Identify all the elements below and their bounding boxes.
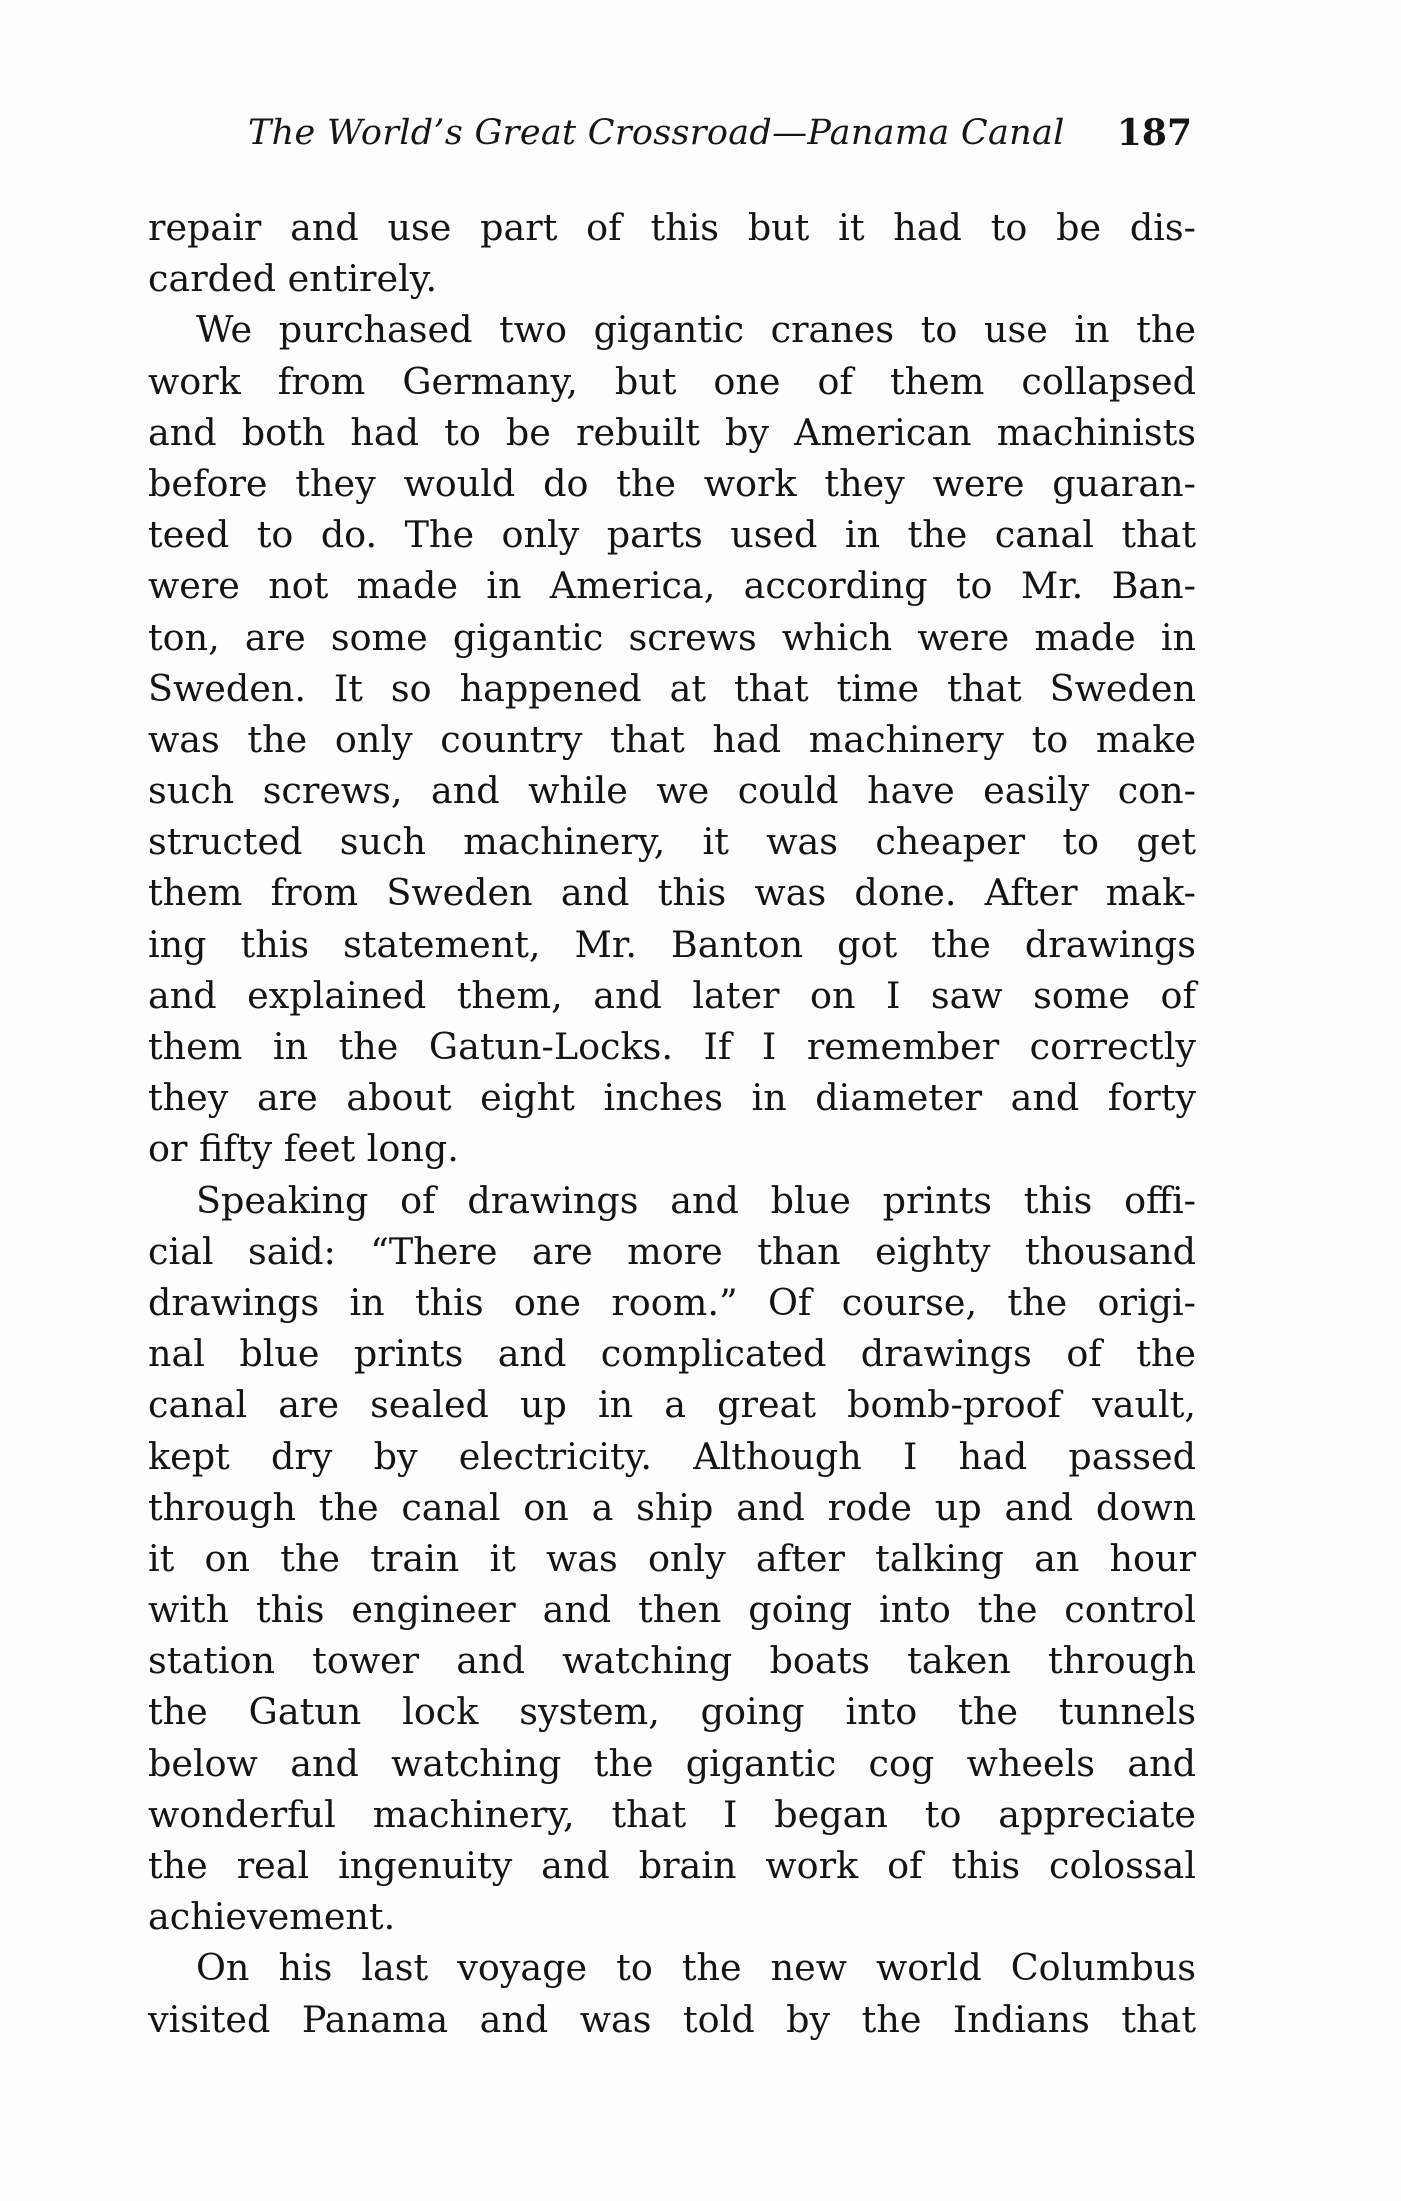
- text-line: through the canal on a ship and rode up and down: [148, 1485, 1196, 1529]
- text-line: such screws, and while we could have easily con-: [148, 769, 1196, 813]
- text-line: teed to do. The only parts used in the canal that: [148, 513, 1196, 557]
- text-line: and explained them, and later on I saw some of: [148, 973, 1196, 1017]
- text-line: wonderful machinery, that I began to appreciate: [148, 1792, 1196, 1836]
- text-line: it on the train it was only after talking an hour: [148, 1536, 1196, 1580]
- text-line: kept dry by electricity. Although I had passed: [148, 1434, 1196, 1478]
- paragraph: [148, 202, 1196, 304]
- text-line: drawings in this one room.” Of course, the origi-: [148, 1280, 1196, 1324]
- paragraph: [148, 1175, 1196, 1943]
- text-line: or fifty feet long.: [148, 1127, 459, 1171]
- text-line: visited Panama and was told by the Indians that: [148, 1997, 1196, 2041]
- text-line: was the only country that had machinery to make: [148, 717, 1196, 761]
- text-line: before they would do the work they were guaran-: [148, 461, 1196, 505]
- text-line: achievement.: [148, 1895, 396, 1939]
- text-line: canal are sealed up in a great bomb-proof vault,: [148, 1383, 1196, 1427]
- paragraph: [148, 1942, 1196, 2044]
- text-line: them in the Gatun-Locks. If I remember correctly: [148, 1025, 1196, 1068]
- text-line: We purchased two gigantic cranes to use in the: [196, 308, 1196, 352]
- text-line: them from Sweden and this was done. After mak-: [148, 871, 1196, 915]
- text-line: Sweden. It so happened at that time that Sweden: [148, 666, 1196, 710]
- text-line: the Gatun lock system, going into the tunnels: [148, 1690, 1196, 1734]
- text-line: cial said: “There are more than eighty thousand: [148, 1229, 1196, 1273]
- page-number: 187: [1116, 112, 1192, 154]
- text-line: they are about eight inches in diameter and forty: [148, 1076, 1196, 1120]
- text-line: carded entirely.: [148, 257, 438, 301]
- text-line: ton, are some gigantic screws which were made in: [148, 615, 1196, 659]
- text-line: were not made in America, according to Mr. Ban-: [148, 564, 1196, 608]
- text-line: the real ingenuity and brain work of this colossal: [148, 1844, 1196, 1887]
- text-line: structed such machinery, it was cheaper to get: [148, 820, 1196, 864]
- text-line: ing this statement, Mr. Banton got the drawings: [148, 922, 1196, 966]
- text-line: and both had to be rebuilt by American machinists: [148, 410, 1196, 454]
- text-line: work from Germany, but one of them collapsed: [148, 359, 1196, 403]
- text-line: nal blue prints and complicated drawings of the: [148, 1332, 1196, 1376]
- text-line: On his last voyage to the new world Columbus: [196, 1946, 1196, 1990]
- body-text: [148, 202, 1196, 2045]
- running-title: The World’s Great Crossroad—Panama Canal: [248, 113, 1065, 153]
- paragraph: [148, 304, 1196, 1174]
- text-line: with this engineer and then going into the control: [148, 1588, 1196, 1632]
- text-line: repair and use part of this but it had to be dis-: [148, 206, 1196, 249]
- text-line: below and watching the gigantic cog wheels and: [148, 1741, 1196, 1785]
- running-head: [248, 108, 1192, 158]
- text-line: Speaking of drawings and blue prints this offi-: [196, 1178, 1196, 1222]
- text-line: station tower and watching boats taken through: [148, 1639, 1196, 1683]
